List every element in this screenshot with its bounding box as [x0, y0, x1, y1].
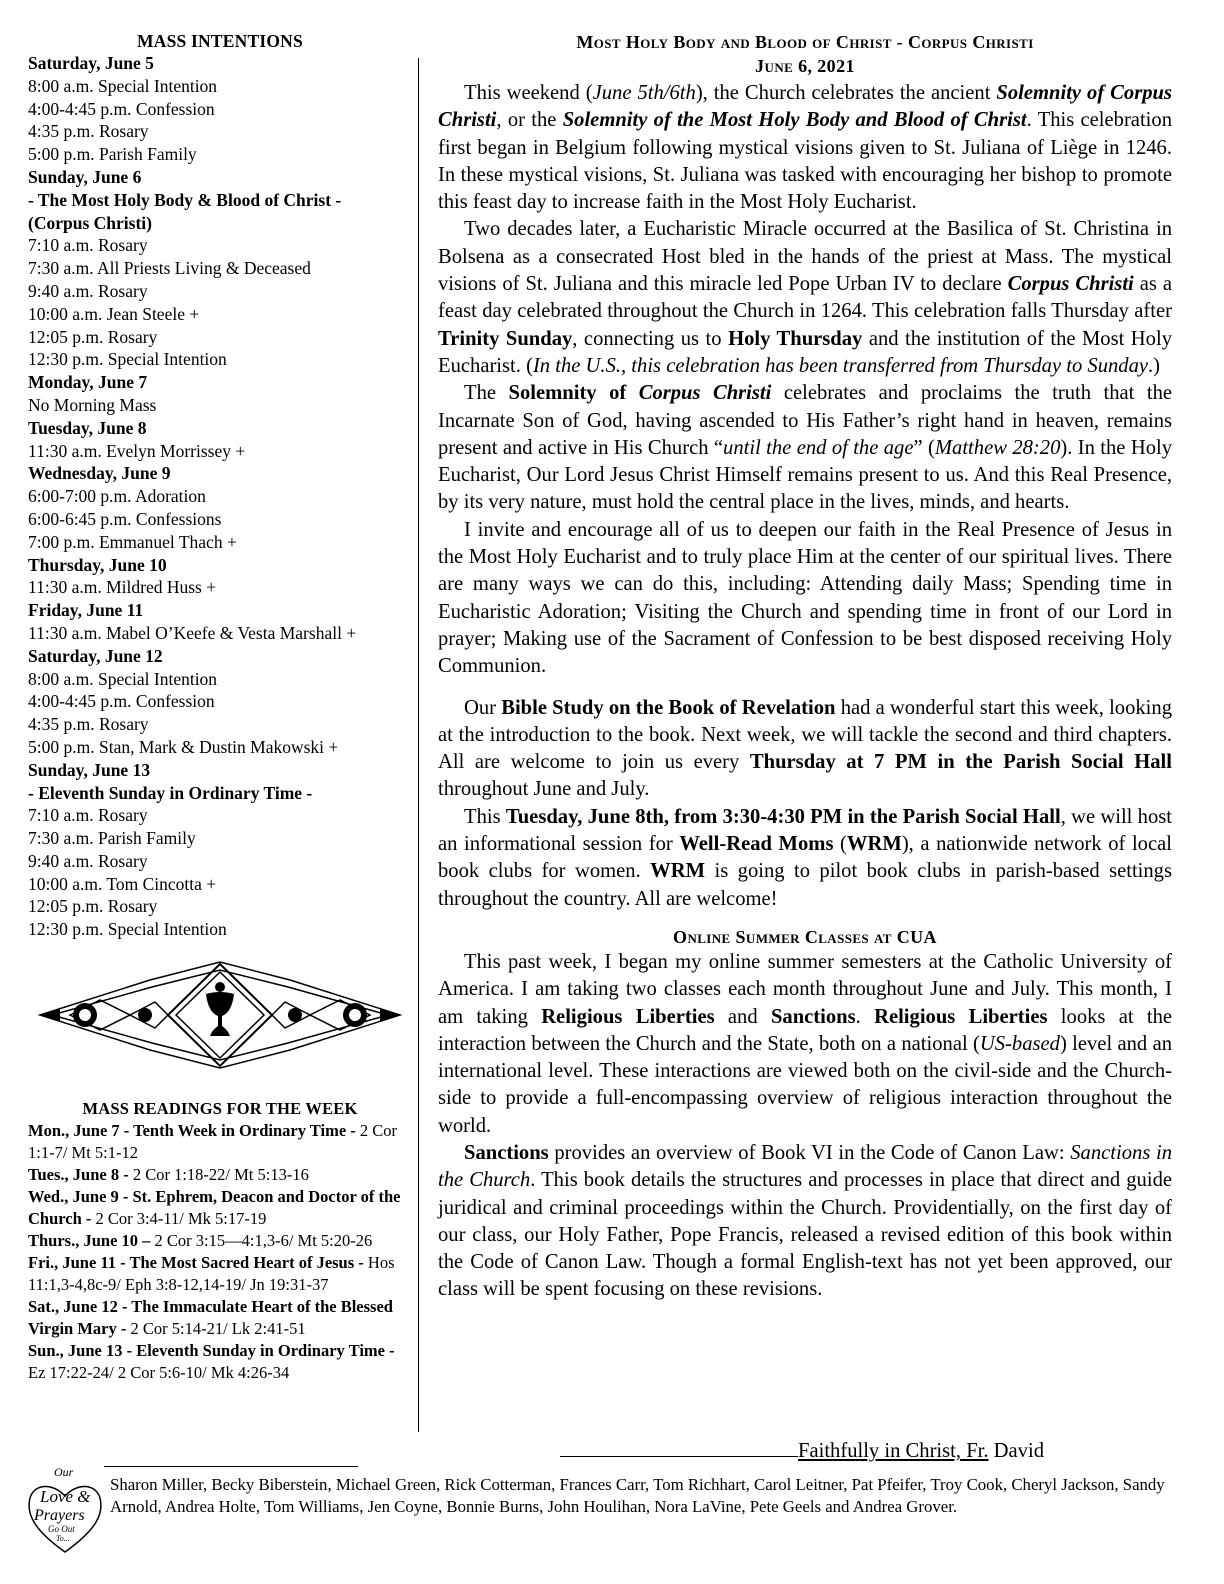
- intention-heading: - The Most Holy Body & Blood of Christ -: [28, 189, 342, 210]
- text-run: US-based: [979, 1032, 1060, 1055]
- intention-item: No Morning Mass: [28, 394, 157, 415]
- intention-item: 12:30 p.m. Special Intention: [28, 349, 227, 370]
- reading-refs: Hos 11:1,3-4,8c-9/ Eph 3:8-12,14-19/ Jn 19:31-37: [28, 1253, 395, 1294]
- signature: [560, 1438, 1180, 1463]
- reading-entry: [28, 1120, 412, 1164]
- mass-intentions-column: [28, 30, 412, 941]
- text-run: Well-Read Moms: [679, 833, 834, 856]
- signature-name: David: [988, 1440, 1044, 1462]
- article-paragraph: [438, 216, 1172, 380]
- intention-heading: Saturday, June 5: [28, 53, 154, 73]
- intention-item: 6:00-7:00 p.m. Adoration: [28, 486, 206, 507]
- text-run: Tuesday, June 8th, from 3:30-4:30 PM in the Parish Social Hall: [505, 805, 1061, 828]
- text-run: Solemnity of Corpus Christi: [438, 82, 1172, 132]
- logo-word: To...: [56, 1534, 70, 1543]
- text-run: , connecting us to: [572, 327, 729, 350]
- text-run: Corpus Christi: [638, 382, 772, 405]
- text-run: Bible Study on the Book of Revelation: [501, 696, 836, 719]
- signature-closing: Faithfully in Christ, Fr.: [798, 1440, 989, 1462]
- intention-item: 7:00 p.m. Emmanuel Thach +: [28, 531, 237, 552]
- text-run: Solemnity of the Most Holy Body and Blood of Christ: [562, 109, 1027, 132]
- text-run: had a wonderful start this week, looking at the introduction to the book. Next week, we will tackle the second and third chapters. All are welcome to join us every: [438, 696, 1172, 774]
- text-run: Matthew 28:20: [934, 436, 1061, 459]
- article-paragraph: [438, 1140, 1172, 1304]
- text-run: I invite and encourage all of us to deepen our faith in the Real Presence of Jesus in the Most Holy Eucharist and to truly place Him at the center of our spiritual lives. There are many ways we can do this, including: Attending daily Mass; Spending time in Eucharistic Adoration; Visiting the Church and spending time in front of our Lord in prayer; Making use of the Sacrament of Confession to be best disposed receiving Holy Communion.: [438, 518, 1172, 678]
- reading-day: Tues., June 8 -: [28, 1165, 129, 1184]
- intention-item: 5:00 p.m. Parish Family: [28, 144, 197, 165]
- intention-item: 10:00 a.m. Tom Cincotta +: [28, 873, 217, 894]
- text-run: Sanctions in the Church: [438, 1141, 1173, 1192]
- intention-item: 12:05 p.m. Rosary: [28, 326, 158, 347]
- reading-refs: 2 Cor 1:1-7/ Mt 5:1-12: [28, 1121, 398, 1162]
- text-run: and the institution of the Most Holy Eucharist. (: [438, 327, 1172, 377]
- text-run: ), the Church celebrates the ancient: [695, 82, 997, 104]
- ornament-chalice-emblem: [30, 960, 410, 1070]
- text-run: Holy Thursday: [728, 327, 863, 350]
- text-run: This past week, I began my online summer semesters at the Catholic University of America. I am taking two classes each month throughout June and July. This month, I am taking: [438, 950, 1172, 1028]
- text-run: is going to pilot book clubs in parish-based settings throughout the country. All are welcome!: [438, 860, 1172, 910]
- text-run: This weekend (: [464, 82, 593, 104]
- reading-refs: 2 Cor 5:14-21/ Lk 2:41-51: [126, 1319, 306, 1338]
- text-run: . This celebration first began in Belgium following mystical visions given to St. Juliana of Liège in 1246. In these mystical visions, St. Juliana was tasked with encouraging her bishop to promote this feast day to increase faith in the Most Holy Eucharist.: [438, 109, 1172, 214]
- text-run: The: [464, 382, 509, 405]
- reading-refs: Ez 17:22-24/ 2 Cor 5:6-10/ Mk 4:26-34: [28, 1363, 290, 1382]
- reading-refs: 2 Cor 1:18-22/ Mt 5:13-16: [128, 1165, 309, 1184]
- reading-day: Wed., June 9 - St. Ephrem, Deacon and Doctor of the Church -: [28, 1187, 401, 1228]
- article-date: June 6, 2021: [755, 56, 855, 76]
- intention-heading: Wednesday, June 9: [28, 463, 171, 484]
- reading-entry: [28, 1340, 412, 1384]
- intention-heading: Friday, June 11: [28, 600, 144, 621]
- intention-heading: Thursday, June 10: [28, 554, 167, 575]
- article-paragraph: [438, 695, 1172, 804]
- intention-item: 8:00 a.m. Special Intention: [28, 75, 218, 96]
- intention-item: 7:30 a.m. All Priests Living & Deceased: [28, 258, 311, 279]
- text-run: looks at the interaction between the Church and the State, both on a national (: [438, 1005, 1173, 1055]
- text-run: throughout June and July.: [438, 778, 650, 801]
- text-run: Sanctions: [464, 1141, 549, 1164]
- text-run: WRM: [650, 860, 706, 883]
- intention-item: 7:10 a.m. Rosary: [28, 805, 148, 826]
- intention-item: 4:35 p.m. Rosary: [28, 714, 149, 735]
- text-run: ” (: [913, 436, 935, 459]
- text-run: Religious Liberties: [541, 1005, 715, 1028]
- article-paragraph: [438, 949, 1172, 1140]
- reading-day: Mon., June 7 - Tenth Week in Ordinary Time -: [28, 1121, 356, 1140]
- article-paragraph: [438, 804, 1172, 913]
- article-paragraph: [438, 80, 1172, 216]
- text-run: Thursday at 7 PM in the Parish Social Hall: [749, 751, 1172, 774]
- text-run: celebrates and proclaims the truth that the Incarnate Son of God, having ascended to His Father’s right hand in heaven, remains present and active in His Church “: [438, 382, 1173, 459]
- intention-item: 6:00-6:45 p.m. Confessions: [28, 508, 222, 529]
- article-paragraph: [438, 517, 1172, 681]
- logo-word: Go Out: [48, 1524, 75, 1534]
- intention-item: 4:35 p.m. Rosary: [28, 121, 149, 142]
- text-run: .: [855, 1005, 875, 1028]
- prayer-list-names: Sharon Miller, Becky Biberstein, Michael Green, Rick Cotterman, Frances Carr, Tom Richhart, Carol Leitner, Pat Pfeifer, Troy Cook, Cheryl Jackson, Sandy Arnold, Andrea Holte, Tom Williams, Jen Coyne, Bonnie Burns, John Houlihan, Nora LaVine, Pete Geels and Andrea Grover.: [110, 1475, 1165, 1516]
- intention-heading: Monday, June 7: [28, 372, 148, 393]
- text-run: This: [464, 805, 506, 828]
- logo-word: Love &: [40, 1487, 91, 1506]
- text-run: . This book details the structures and processes in place that direct and guide juridical and criminal proceedings within the Church. Providentially, on the first day of our class, our Holy Father, Pope Francis, released a revised edition of this book within the Code of Canon Law. Though a formal English-text has not yet been approved, our class will be spent focusing on these revisions.: [438, 1169, 1173, 1301]
- text-run: WRM: [846, 833, 902, 856]
- intention-heading: Saturday, June 12: [28, 645, 163, 666]
- intention-item: 5:00 p.m. Stan, Mark & Dustin Makowski +: [28, 736, 339, 757]
- mass-intentions-title: MASS INTENTIONS: [137, 31, 303, 51]
- logo-word: Prayers: [34, 1507, 85, 1524]
- intention-heading: Tuesday, June 8: [28, 417, 147, 438]
- article-paragraph: [438, 380, 1172, 516]
- pastor-letter-column: [438, 30, 1172, 1304]
- reading-day: Sat., June 12 - The Immaculate Heart of the Blessed Virgin Mary -: [28, 1297, 393, 1338]
- text-run: June 5th/6th: [592, 82, 696, 104]
- reading-entry: [28, 1252, 412, 1296]
- intention-item: 4:00-4:45 p.m. Confession: [28, 691, 215, 712]
- intention-item: 12:05 p.m. Rosary: [28, 896, 158, 917]
- text-run: Trinity Sunday: [438, 327, 573, 350]
- intention-item: 11:30 a.m. Mildred Huss +: [28, 577, 217, 598]
- text-run: and: [714, 1005, 771, 1028]
- intention-item: 7:30 a.m. Parish Family: [28, 828, 196, 849]
- text-run: ). In the Holy Eucharist, Our Lord Jesus Christ Himself remains present to us. And this Real Presence, by its very nature, must hold the central place in the lives, minds, and hearts.: [438, 436, 1173, 514]
- text-run: as a feast day celebrated throughout the Church in 1264. This celebration falls Thursday after: [438, 273, 1173, 323]
- logo-word: Our: [54, 1465, 74, 1479]
- text-run: In the U.S., this celebration has been transferred from Thursday to Sunday: [532, 354, 1149, 377]
- intention-item: 8:00 a.m. Special Intention: [28, 668, 218, 689]
- text-run: Our: [464, 696, 502, 719]
- reading-day: Fri., June 11 - The Most Sacred Heart of Jesus -: [28, 1253, 364, 1272]
- column-divider: [418, 58, 419, 1432]
- reading-entry: [28, 1164, 412, 1186]
- reading-refs: 2 Cor 3:4-11/ Mk 5:17-19: [91, 1209, 267, 1228]
- reading-day: Sun., June 13 - Eleventh Sunday in Ordinary Time -: [28, 1341, 395, 1360]
- reading-entry: [28, 1230, 412, 1252]
- reading-day: Thurs., June 10 –: [28, 1231, 151, 1250]
- intention-heading: Sunday, June 6: [28, 166, 142, 187]
- intention-item: 9:40 a.m. Rosary: [28, 280, 148, 301]
- section-subtitle: Online Summer Classes at CUA: [673, 926, 937, 947]
- text-run: Solemnity of: [508, 382, 639, 405]
- mass-readings-title: MASS READINGS FOR THE WEEK: [82, 1099, 358, 1118]
- prayer-rule: [104, 1466, 358, 1467]
- text-run: .): [1148, 354, 1161, 377]
- intention-item: 7:10 a.m. Rosary: [28, 235, 148, 256]
- prayers-heart-logo: [24, 1462, 106, 1558]
- mass-intentions-list: [28, 52, 412, 941]
- intention-item: 9:40 a.m. Rosary: [28, 850, 148, 871]
- reading-entry: [28, 1296, 412, 1340]
- intention-item: 11:30 a.m. Evelyn Morrissey +: [28, 440, 246, 461]
- reading-entry: [28, 1186, 412, 1230]
- intention-item: 10:00 a.m. Jean Steele +: [28, 303, 200, 324]
- text-run: ), a nationwide network of local book clubs for women.: [438, 833, 1172, 883]
- text-run: Two decades later, a Eucharistic Miracle occurred at the Basilica of St. Christina in Bolsena as a consecrated Host bled in the hands of the priest at Mass. The mystical visions of St. Juliana and this miracle led Pope Urban IV to declare: [438, 218, 1172, 296]
- signature-rule: [560, 1438, 798, 1457]
- reading-refs: 2 Cor 3:15—4:1,3-6/ Mt 5:20-26: [150, 1231, 373, 1250]
- intention-item: 12:30 p.m. Special Intention: [28, 919, 227, 940]
- intention-heading: - Eleventh Sunday in Ordinary Time -: [28, 782, 313, 803]
- text-run: Religious Liberties: [874, 1005, 1048, 1028]
- mass-readings-section: [28, 1098, 412, 1384]
- intention-item: 11:30 a.m. Mabel O’Keefe & Vesta Marshall +: [28, 622, 357, 643]
- text-run: until the end of the age: [723, 436, 914, 459]
- text-run: , we will host an informational session for: [438, 805, 1172, 856]
- mass-readings-list: [28, 1120, 412, 1384]
- article-title: Most Holy Body and Blood of Christ - Corpus Christi: [576, 32, 1034, 52]
- text-run: provides an overview of Book VI in the Code of Canon Law:: [548, 1141, 1071, 1164]
- text-run: ) level and an international level. These interactions are viewed both on the civil-side and the Church-side to provide a full-encompassing overview of religious interaction throughout the world.: [438, 1032, 1173, 1137]
- text-run: , or the: [496, 109, 563, 132]
- text-run: (: [833, 833, 847, 856]
- text-run: Corpus Christi: [1007, 273, 1134, 296]
- intention-heading: (Corpus Christi): [28, 212, 152, 233]
- text-run: Sanctions: [770, 1005, 856, 1028]
- intention-item: 4:00-4:45 p.m. Confession: [28, 98, 215, 119]
- intention-heading: Sunday, June 13: [28, 759, 151, 780]
